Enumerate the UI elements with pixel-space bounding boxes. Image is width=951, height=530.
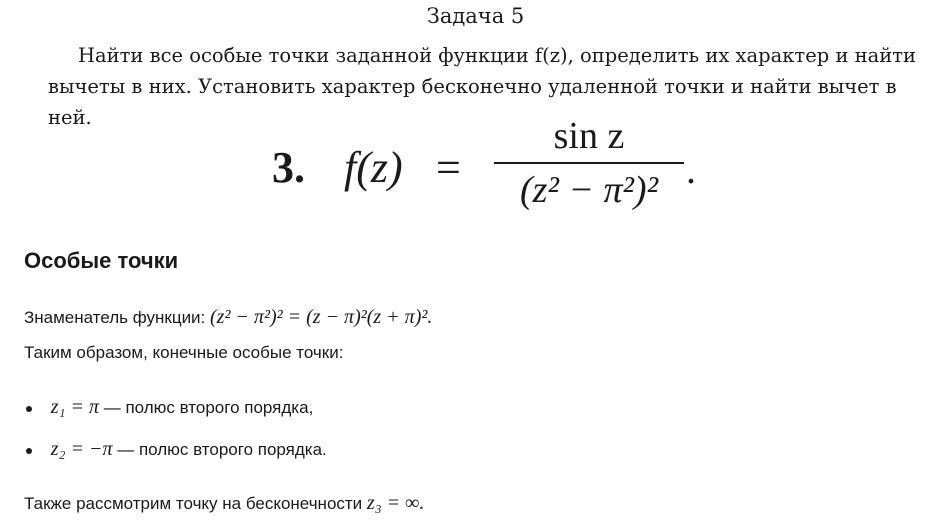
bullet-icon [26, 406, 32, 412]
formula-fraction [494, 112, 684, 212]
bullet-icon [26, 448, 32, 454]
infinity-label: Также рассмотрим точку на бесконечности [24, 494, 363, 513]
infinity-point-line [24, 492, 424, 515]
denominator-line [24, 306, 432, 329]
list-item [26, 438, 327, 461]
formula-lhs: f(z) [344, 143, 403, 192]
task-title: Задача 5 [426, 4, 525, 28]
formula-equals: = [436, 143, 461, 192]
formula-number: 3. [272, 143, 305, 192]
formula-numerator: sin z [553, 115, 625, 157]
function-formula [272, 112, 712, 222]
singular-points-intro: Таким образом, конечные особые точки: [24, 343, 344, 362]
list-item [26, 396, 313, 419]
point-expression: z₁ = π [50, 396, 99, 418]
formula-period: . [686, 147, 696, 192]
point-description: — полюс второго порядка, [103, 398, 314, 417]
section-heading: Особые точки [24, 248, 179, 273]
infinity-expression: z₃ = ∞. [366, 492, 425, 514]
point-expression: z₂ = −π [50, 438, 113, 460]
denominator-expression: (z² − π²)² = (z − π)²(z + π)². [210, 306, 433, 328]
denominator-label: Знаменатель функции: [24, 308, 206, 327]
fraction-bar [494, 162, 684, 164]
point-description: — полюс второго порядка. [117, 440, 327, 459]
formula-denominator: (z² − π²)² [520, 169, 658, 211]
task-statement: Найти все особые точки заданной функции f(z), определить их характер и найти вычеты в них. Установить характер бесконечно удаленной точки и найти вычет в ней. [48, 44, 917, 129]
